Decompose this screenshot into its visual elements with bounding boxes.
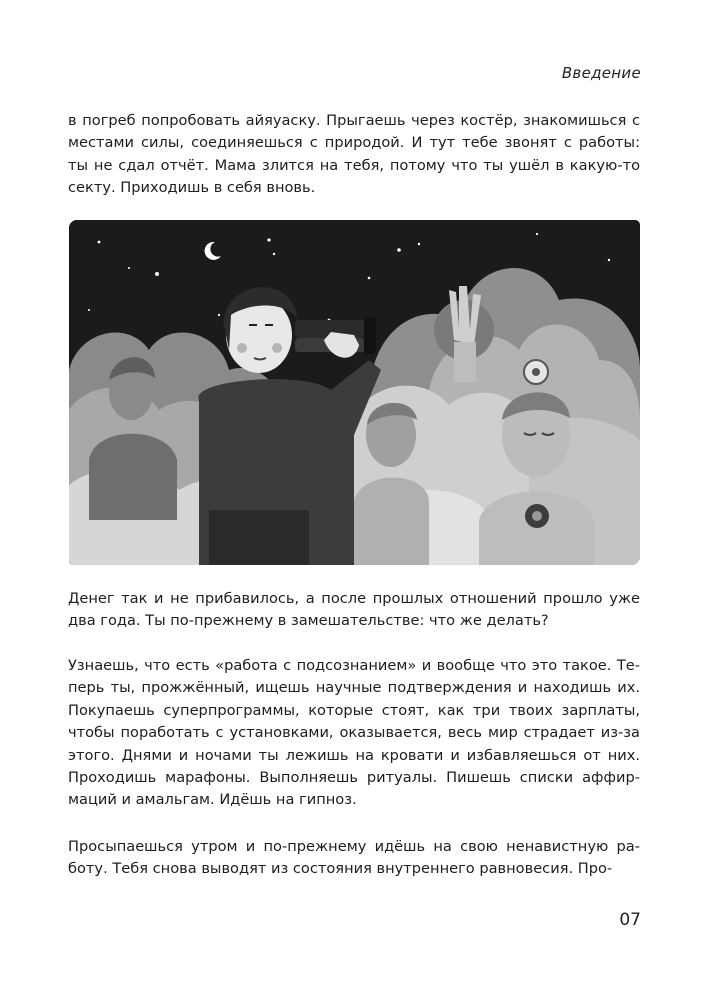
illustration — [69, 220, 640, 565]
paragraph-4: Просыпаешься утром и по-прежнему идёшь на свою ненавистную работу. Тебя снова выводят из состояния внутреннего равновесия. Про- — [68, 838, 640, 878]
paragraph-3: Узнаешь, что есть «работа с подсознанием» и вообще что это такое. Теперь ты, прожжённый, ищешь научные подтверждения и находишь их. Покупаешь суперпрограммы, которые стоят, как три твоих зарплаты, чтобы поработать с установками, оказывается, весь мир страдает из-за этого. Днями и ночами ты лежишь на кровати и избавляешься от них. Проходишь марафоны. Выполняешь ритуалы. Пишешь списки аффирмаций и амальгам. Идёшь на гипноз. — [68, 657, 640, 809]
paragraph-1: в погреб попробовать айяуаску. Прыгаешь через костёр, знакомишься с местами силы, соединяешься с природой. И тут тебе звонят с работы: ты не сдал отчёт. Мама злится на тебя, потому что ты ушёл в какую-то секту. Приходишь в себя вновь. — [68, 112, 640, 197]
paragraph-2: Денег так и не прибавилось, а после прошлых отношений прошло уже два года. Ты по-прежнему в замешательстве: что же делать? — [68, 590, 640, 630]
page-number: 07 — [619, 910, 641, 930]
figure-binoculars — [198, 287, 381, 565]
running-header: Введение — [561, 64, 641, 82]
night-sky-scene — [69, 220, 640, 565]
